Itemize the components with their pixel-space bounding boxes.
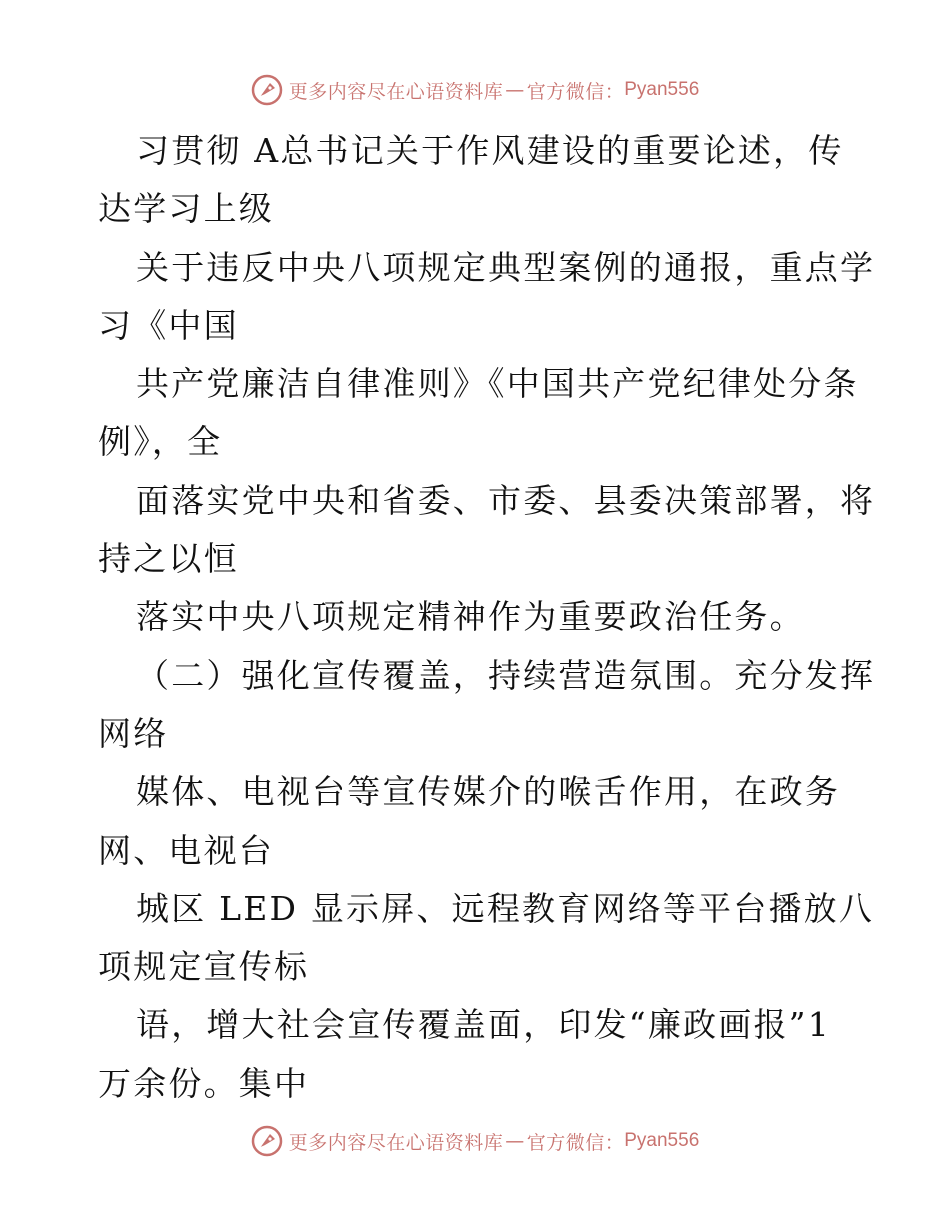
body-line: 关于违反中央八项规定典型案例的通报，重点学 <box>136 247 876 287</box>
footer-watermark <box>0 1121 950 1161</box>
body-line: 网络 <box>98 713 169 753</box>
body-line: 面落实党中央和省委、市委、县委决策部署，将 <box>136 480 876 520</box>
pen-nib-logo-icon <box>251 1125 283 1157</box>
body-line: 媒体、电视台等宣传媒介的喉舌作用，在政务 <box>136 772 840 812</box>
body-line: 落实中央八项规定精神作为重要政治任务。 <box>136 597 805 637</box>
watermark-contact-handle: Pyan556 <box>624 1130 700 1151</box>
body-line: 例》，全 <box>98 422 223 462</box>
header-watermark <box>0 70 950 110</box>
body-line: 项规定宣传标 <box>98 947 310 987</box>
body-line: 持之以恒 <box>98 539 239 579</box>
watermark-brand-text: 更多内容尽在心语资料库 <box>288 1131 504 1154</box>
body-line: 习贯彻 A总书记关于作风建设的重要论述，传 <box>136 131 844 170</box>
body-line: 达学习上级 <box>98 189 274 229</box>
body-line: 共产党廉洁自律准则》《中国共产党纪律处分条 <box>136 364 859 404</box>
document-body <box>98 122 876 1113</box>
watermark-brand-text: 更多内容尽在心语资料库 <box>288 80 504 103</box>
body-line: （二）强化宣传覆盖，持续营造氛围。充分发挥 <box>136 655 876 695</box>
body-line: 网、电视台 <box>98 830 274 870</box>
watermark-contact-label: 官方微信： <box>526 1131 625 1154</box>
watermark-contact-handle: Pyan556 <box>624 79 700 100</box>
body-line: 城区 LED 显示屏、远程教育网络等平台播放八 <box>136 888 875 928</box>
body-line: 万余份。集中 <box>98 1063 310 1103</box>
watermark-contact-label: 官方微信： <box>526 80 625 103</box>
pen-nib-logo-icon <box>251 74 283 106</box>
body-line: 语，增大社会宣传覆盖面，印发“廉政画报”1 <box>136 1005 831 1045</box>
body-line: 习《中国 <box>98 305 239 345</box>
watermark-separator: — <box>505 1130 525 1152</box>
watermark-separator: — <box>505 79 525 101</box>
